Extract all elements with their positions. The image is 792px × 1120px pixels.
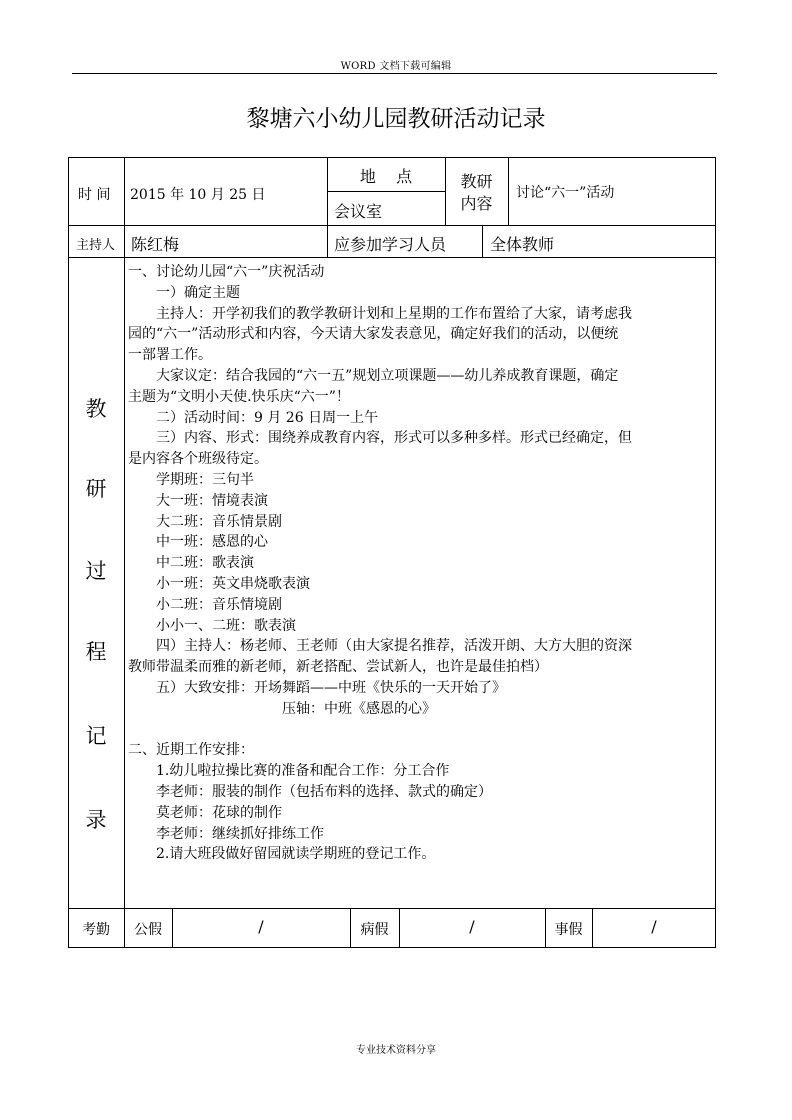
host-value: 陈红梅 [131,235,180,254]
row-divider [68,225,716,226]
process-line: 二、近期工作安排： [128,742,254,759]
public-leave-value: / [258,917,264,936]
process-label-char: 过 [85,559,107,583]
cell-divider [327,191,445,192]
process-line: 教师带温柔而雅的新老师，新老搭配、尝试新人，也许是最佳拍档） [128,659,548,676]
row-divider [68,257,716,258]
process-line: 一部署工作。 [128,347,212,364]
process-line [128,720,714,741]
column-divider [124,157,125,948]
process-line: 四）主持人：杨老师、王老师（由大家提名推荐，活泼开朗、大方大胆的资深 [128,638,632,655]
process-label-char: 程 [85,640,107,664]
row-divider [68,908,716,909]
process-line: 小小一、二班：歌表演 [128,617,296,634]
process-line: 五）大致安排：开场舞蹈——中班《快乐的一天开始了》 [128,679,506,696]
process-line: 大家议定：结合我园的“六一五”规划立项课题——幼儿养成教育课题，确定 [128,367,619,384]
process-line: 学期班：三句半 [128,471,254,488]
process-label-char: 录 [85,808,107,832]
personal-leave-value: / [651,917,657,936]
process-line: 压轴：中班《感恩的心》 [128,700,436,717]
sick-leave-label: 病假 [360,922,389,938]
process-line: 园的“六一”活动形式和内容，今天请大家发表意见，确定好我们的活动，以便统 [128,326,619,343]
process-line: 李老师：继续抓好排练工作 [128,825,324,842]
column-divider [482,225,483,257]
content-label-line2: 内容 [460,194,493,213]
process-line: 莫老师：花球的制作 [128,804,282,821]
attend-value: 全体教师 [490,235,555,254]
process-line: 2.请大班段做好留园就读学期班的登记工作。 [128,846,436,863]
process-line: 中一班：感恩的心 [128,534,268,551]
process-line: 三）内容、形式：围绕养成教育内容，形式可以多种多样。形式已经确定，但 [128,430,632,447]
process-line: 李老师：服装的制作（包括布料的选择、款式的确定） [128,783,492,800]
process-line: 大一班：情境表演 [128,492,268,509]
content-value: 讨论“六一”活动 [516,185,615,201]
process-content [128,262,714,865]
process-line: 一）确定主题 [128,284,240,301]
document-title: 黎塘六小幼儿园教研活动记录 [246,106,546,132]
process-line: 大二班：音乐情景剧 [128,513,282,530]
time-label: 时 间 [78,187,111,203]
attendance-label: 考勤 [82,922,110,938]
attend-label: 应参加学习人员 [334,235,447,254]
personal-leave-label: 事假 [554,922,583,938]
process-line: 是内容各个班级待定。 [128,451,268,468]
header-rule [72,73,717,74]
process-line: 1.幼儿啦拉操比赛的准备和配合工作：分工合作 [128,763,450,780]
public-leave-label: 公假 [134,922,162,938]
page-footer: 专业技术资料分享 [356,1045,436,1056]
process-line: 二）活动时间：9 月 26 日周一上午 [128,409,379,426]
process-label-char: 记 [85,724,107,748]
process-line: 小二班：音乐情境剧 [128,596,282,613]
time-value: 2015 年 10 月 25 日 [130,187,266,203]
sick-leave-value: / [469,917,475,936]
process-line: 一、讨论幼儿园“六一”庆祝活动 [128,264,325,280]
process-line: 小一班：英文串烧歌表演 [128,575,310,592]
content-label-line1: 教研 [460,172,493,191]
process-line: 主题为“文明小天使.快乐庆“六一”！ [128,388,350,405]
process-label-char: 教 [85,397,107,421]
page-header: WORD 文档下载可编辑 [340,61,452,72]
process-line: 中二班：歌表演 [128,555,254,572]
process-label-char: 研 [85,477,107,501]
host-label: 主持人 [76,238,116,253]
place-label: 地 点 [359,167,413,186]
place-value: 会议室 [334,202,383,221]
process-line: 主持人：开学初我们的教学教研计划和上星期的工作布置给了大家，请考虑我 [128,305,632,322]
column-divider [508,157,509,225]
